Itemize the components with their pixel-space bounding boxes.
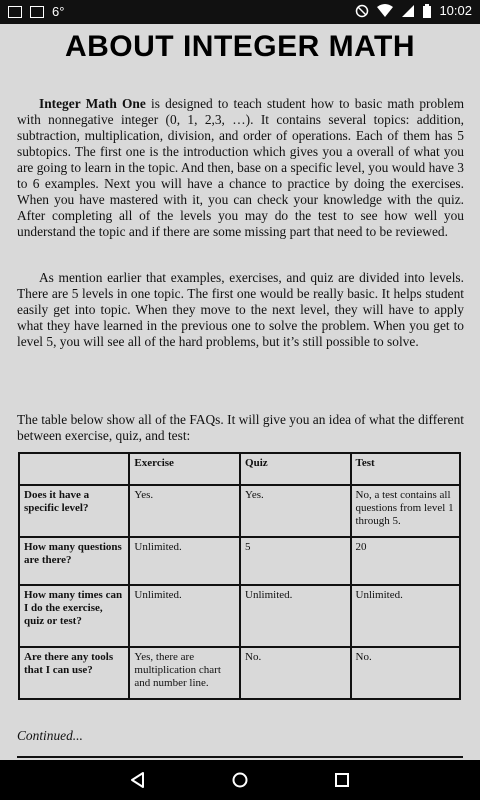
table-cell: No. [240, 647, 350, 699]
back-triangle-icon [130, 772, 146, 788]
faq-intro: The table below show all of the FAQs. It will give you an idea of what the different between exercise, quiz, and test: [17, 412, 464, 443]
table-row-header: How many questions are there? [19, 537, 129, 585]
table-cell: Yes. [129, 485, 240, 537]
table-header-cell: Quiz [240, 453, 350, 485]
levels-paragraph: As mention earlier that examples, exercises, and quiz are divided into levels. There are 5 levels in one topic. The first one would be really basic. It helps student easily get into topic. When they move to the next level, they will have to apply what they have learned in the previous one to solve the problem. When you get to level 5, you will see all of the hard problems, but it’s still possible to solve. [17, 270, 464, 349]
notification-count: 6° [52, 4, 65, 19]
intro-text: is designed to teach student how to basic math problem with nonnegative integer (0, 1, 2,3, …). It contains several topics: addition, subtraction, multiplication, division, and order of operations. Each of them has 5 subtopics. The first one is the introduction which gives you a overall of what you are going to learn in the topic. And then, base on a specific level, you would have 3 to 6 examples. Next you will have a chance to practice by doing the exercises. When you have mastered with it, you can check your knowledge with the quiz. After completing all of the levels you may do the test to see how well you understand the topic and if there are some missing part that need to be reviewed. [17, 96, 464, 239]
do-not-disturb-icon [355, 4, 369, 18]
table-row [19, 485, 460, 537]
table-cell: 5 [240, 537, 350, 585]
home-button[interactable] [230, 770, 250, 790]
table-cell: Unlimited. [129, 537, 240, 585]
divider [17, 756, 463, 758]
wifi-icon [377, 4, 393, 18]
table-cell: No. [351, 647, 461, 699]
status-right [355, 3, 472, 18]
app-name: Integer Math One [39, 96, 146, 111]
navigation-bar [0, 760, 480, 800]
table-cell: Unlimited. [351, 585, 461, 647]
intro-paragraph [17, 96, 464, 240]
table-row-header: How many times can I do the exercise, quiz or test? [19, 585, 129, 647]
table-row [19, 537, 460, 585]
photo-notification-icon [30, 6, 44, 18]
table-cell: Yes. [240, 485, 350, 537]
recents-square-icon [334, 772, 350, 788]
back-button[interactable] [128, 770, 148, 790]
clock: 10:02 [439, 3, 472, 18]
battery-icon [423, 4, 431, 18]
recents-button[interactable] [332, 770, 352, 790]
status-left [8, 4, 64, 19]
table-row [19, 647, 460, 699]
status-bar [0, 0, 480, 24]
faq-table [18, 452, 461, 700]
table-cell: Yes, there are multiplication chart and number line. [129, 647, 240, 699]
table-cell: No, a test contains all questions from level 1 through 5. [351, 485, 461, 537]
table-cell: Unlimited. [240, 585, 350, 647]
page-title: ABOUT INTEGER MATH [64, 30, 416, 63]
table-header-cell: Test [351, 453, 461, 485]
table-row [19, 585, 460, 647]
image-notification-icon [8, 6, 22, 18]
home-circle-icon [232, 772, 248, 788]
cell-signal-icon [401, 4, 415, 18]
document-content[interactable] [0, 24, 480, 760]
continued-label: Continued... [17, 728, 83, 743]
table-row-header: Are there any tools that I can use? [19, 647, 129, 699]
table-header-cell [19, 453, 129, 485]
table-row-header: Does it have a specific level? [19, 485, 129, 537]
table-header-cell: Exercise [129, 453, 240, 485]
table-header-row [19, 453, 460, 485]
table-cell: Unlimited. [129, 585, 240, 647]
table-cell: 20 [351, 537, 461, 585]
